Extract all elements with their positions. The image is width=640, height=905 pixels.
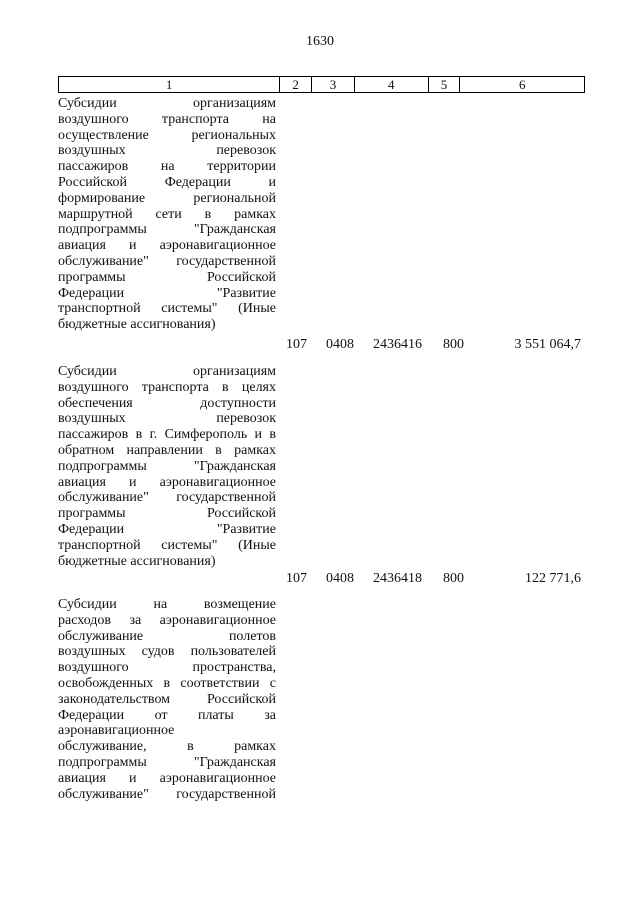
description-line: аэронавигационное xyxy=(58,723,175,739)
description-line: Субсидии организациям xyxy=(58,364,276,379)
description-line: транспортной системы" (Иные xyxy=(58,537,276,553)
description-line: авиация и аэронавигационное xyxy=(58,474,276,490)
description-line: авиация и аэронавигационное xyxy=(58,238,276,254)
description-line: воздушного транспорта в целях xyxy=(58,379,276,395)
target-article-code: 2436416 xyxy=(373,337,422,352)
description-line: авиация и аэронавигационное xyxy=(58,770,276,786)
table-row xyxy=(58,96,585,352)
description-line: воздушных судов пользователей xyxy=(58,644,276,660)
header-cell-3: 3 xyxy=(312,77,355,92)
description-line: подпрограммы "Гражданская xyxy=(58,754,276,770)
header-cell-2: 2 xyxy=(280,77,312,92)
description-line: пассажиров в г. Симферополь и в xyxy=(58,427,276,443)
description-line: маршрутной сети в рамках xyxy=(58,206,276,222)
description-line: воздушных перевозок xyxy=(58,143,276,159)
target-article-code: 2436418 xyxy=(373,571,422,586)
description-line: формирование региональной xyxy=(58,190,276,206)
description-line: Федерации от платы за xyxy=(58,707,276,723)
header-cell-4: 4 xyxy=(355,77,429,92)
description-line: воздушного пространства, xyxy=(58,660,276,676)
amount-value: 122 771,6 xyxy=(525,571,581,586)
description-line: транспортной системы" (Иные xyxy=(58,301,276,317)
description-line: бюджетные ассигнования) xyxy=(58,553,216,569)
header-cell-5: 5 xyxy=(429,77,461,92)
description-line: обслуживание" государственной xyxy=(58,786,276,802)
page-number: 1630 xyxy=(306,34,334,49)
description-line: Федерации "Развитие xyxy=(58,285,276,301)
table-row xyxy=(58,597,585,802)
header-cell-6: 6 xyxy=(518,77,526,92)
description-line: подпрограммы "Гражданская xyxy=(58,458,276,474)
description-line: осуществление региональных xyxy=(58,127,276,143)
description-line: обратном направлении в рамках xyxy=(58,442,276,458)
description-line: обслуживание" государственной xyxy=(58,490,276,506)
description-line: Федерации "Развитие xyxy=(58,521,276,537)
description-line: обслуживание полетов xyxy=(58,628,276,644)
description-line: воздушного транспорта на xyxy=(58,111,276,127)
description-line: пассажиров на территории xyxy=(58,159,276,175)
description-line: Субсидии организациям xyxy=(58,96,276,111)
description-line: программы Российской xyxy=(58,506,276,522)
header-cell-1: 1 xyxy=(59,77,280,92)
subsection-code: 0408 xyxy=(326,337,354,352)
description-line: обеспечения доступности xyxy=(58,395,276,411)
description-line: программы Российской xyxy=(58,269,276,285)
expense-type-code: 800 xyxy=(443,571,464,586)
description-line: обслуживание" государственной xyxy=(58,253,276,269)
description-line: Российской Федерации и xyxy=(58,174,276,190)
table-row xyxy=(58,364,585,586)
row-description xyxy=(58,364,276,569)
description-line: обслуживание, в рамках xyxy=(58,739,276,755)
subsection-code: 0408 xyxy=(326,571,354,586)
description-line: законодательством Российской xyxy=(58,691,276,707)
row-description xyxy=(58,597,276,802)
description-line: расходов за аэронавигационное xyxy=(58,612,276,628)
row-description xyxy=(58,96,276,333)
description-line: освобожденных в соответствии с xyxy=(58,675,276,691)
expense-type-code: 800 xyxy=(443,337,464,352)
amount-value: 3 551 064,7 xyxy=(514,337,581,352)
table-header-row xyxy=(58,76,585,93)
description-line: воздушных перевозок xyxy=(58,411,276,427)
description-line: бюджетные ассигнования) xyxy=(58,317,216,333)
section-code: 107 xyxy=(286,337,307,352)
section-code: 107 xyxy=(286,571,307,586)
description-line: подпрограммы "Гражданская xyxy=(58,222,276,238)
description-line: Субсидии на возмещение xyxy=(58,597,276,612)
